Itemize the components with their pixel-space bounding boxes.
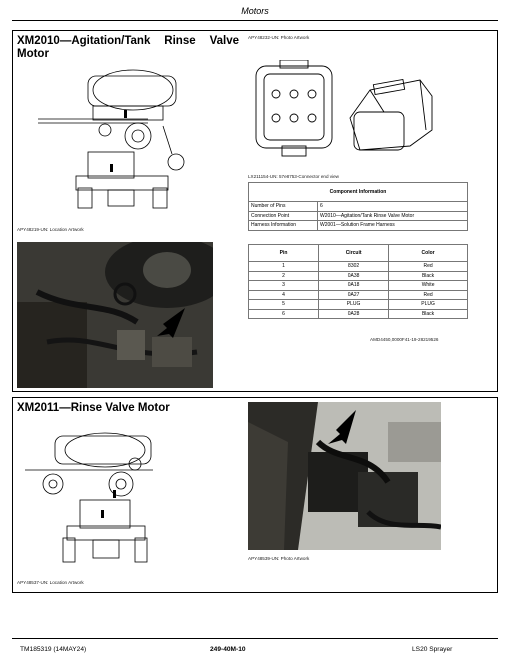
header-title: Motors: [241, 6, 269, 16]
photo-caption: APY48539-UN: Photo Artwork: [248, 556, 310, 561]
color-cell: Black: [389, 309, 468, 319]
table-reference: AMD4450,0000F41-19-28219526: [370, 337, 439, 342]
pin-cell: 5: [249, 300, 319, 310]
table-row: [249, 309, 468, 319]
footer-divider: [12, 638, 498, 639]
row-label: Connection Point: [249, 211, 318, 221]
sprayer-location-drawing: [25, 430, 175, 570]
table-row: [249, 271, 468, 281]
photo-artwork: [17, 242, 213, 388]
connector-end-view: [250, 60, 440, 160]
footer-product: LS20 Sprayer: [412, 646, 453, 653]
circuit-cell: 0A28: [319, 309, 389, 319]
row-label: Number of Pins: [249, 202, 318, 212]
location-caption: APY48219-UN: Location Artwork: [17, 227, 84, 232]
circuit-cell: PLUG: [319, 300, 389, 310]
harness-photo: [17, 242, 213, 388]
pin-cell: 3: [249, 281, 319, 291]
table-row: [249, 281, 468, 291]
pin-table: [248, 244, 468, 319]
table-row: [249, 290, 468, 300]
sprayer-location-drawing: [38, 64, 198, 216]
footer-page-number: 249-40M-10: [210, 646, 246, 653]
component-info-table: [248, 182, 468, 231]
color-cell: PLUG: [389, 300, 468, 310]
pin-cell: 4: [249, 290, 319, 300]
circuit-cell: 0A27: [319, 290, 389, 300]
row-value: W2010—Agitation/Tank Rinse Valve Motor: [318, 211, 468, 221]
pin-cell: 2: [249, 271, 319, 281]
section-title: XM2011—Rinse Valve Motor: [17, 402, 170, 414]
photo-caption: APY48232-UN: Photo Artwork: [248, 35, 310, 40]
connector-caption: LX211154-UN: 57e8753-Connector end view: [248, 174, 339, 179]
color-header: Color: [389, 245, 468, 262]
pin-cell: 1: [249, 262, 319, 272]
table-row: [249, 202, 468, 212]
footer-manual-id: TM185319 (14MAY24): [20, 646, 87, 653]
circuit-cell: 8302: [319, 262, 389, 272]
row-value: 6: [318, 202, 468, 212]
photo-artwork: [248, 402, 441, 550]
circuit-cell: 0A38: [319, 271, 389, 281]
row-value: W2001—Solution Frame Harness: [318, 221, 468, 231]
location-caption: APY48537-UN: Location Artwork: [17, 580, 84, 585]
table-row: [249, 262, 468, 272]
circuit-cell: 0A18: [319, 281, 389, 291]
color-cell: White: [389, 281, 468, 291]
circuit-header: Circuit: [319, 245, 389, 262]
pin-cell: 6: [249, 309, 319, 319]
color-cell: Black: [389, 271, 468, 281]
rinse-valve-photo: [248, 402, 441, 550]
pin-header: Pin: [249, 245, 319, 262]
table-row: [249, 300, 468, 310]
color-cell: Red: [389, 262, 468, 272]
row-label: Harness Information: [249, 221, 318, 231]
color-cell: Red: [389, 290, 468, 300]
page-header: [12, 6, 498, 21]
table-row: [249, 211, 468, 221]
section-title: XM2010—Agitation/Tank Rinse Valve Motor: [17, 35, 239, 60]
table-row: [249, 221, 468, 231]
component-info-heading: Component Information: [249, 183, 468, 202]
